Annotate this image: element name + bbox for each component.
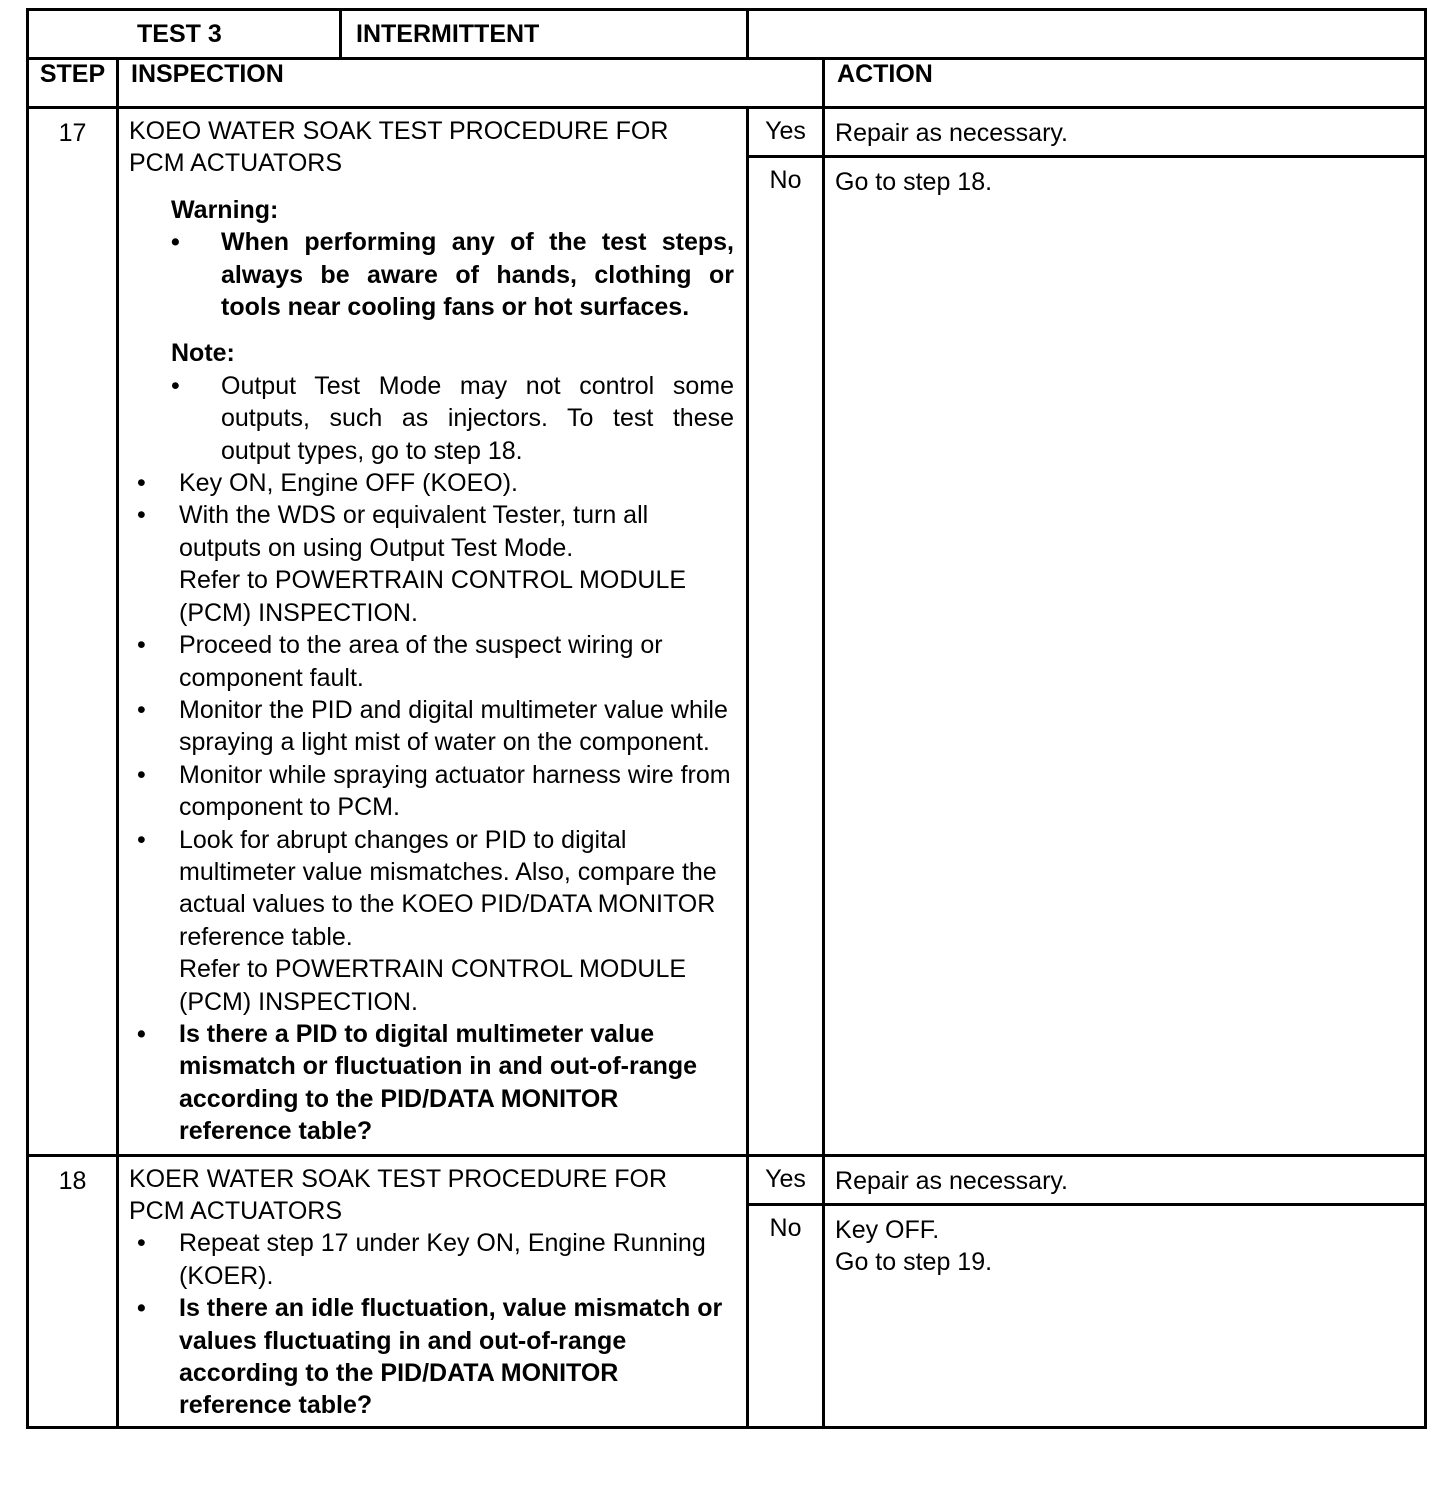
list-item: • Monitor the PID and digital multimeter value while spraying a light mist of water on the component. [129, 694, 734, 759]
refer-text: Refer to POWERTRAIN CONTROL MODULE (PCM) INSPECTION. [179, 955, 687, 1016]
note-text: • Output Test Mode may not control some outputs, such as injectors. To test these output types, go to step 18. [171, 370, 734, 467]
column-header-row [28, 59, 1426, 108]
yes-label: Yes [748, 1155, 824, 1204]
diagnostic-table [26, 8, 1427, 1429]
question-item: • Is there a PID to digital multimeter value mismatch or fluctuation in and out-of-range according to the PID/DATA MONITOR reference table? [129, 1018, 734, 1148]
question-item: • Is there an idle fluctuation, value mismatch or values fluctuating in and out-of-range according to the PID/DATA MONITOR reference table? [129, 1292, 734, 1422]
warning-text: • When performing any of the test steps, always be aware of hands, clothing or tools near cooling fans or hot surfaces. [171, 226, 734, 323]
list-item: • With the WDS or equivalent Tester, turn all outputs on using Output Test Mode. Refer to POWERTRAIN CONTROL MODULE (PCM) INSPECTION. [129, 499, 734, 629]
yes-action: Repair as necessary. [824, 108, 1426, 157]
procedure-list [129, 1227, 734, 1421]
yes-label: Yes [748, 108, 824, 157]
warning-heading: Warning: [171, 195, 279, 224]
test-name: INTERMITTENT [339, 11, 539, 57]
step-number: 18 [28, 1155, 118, 1427]
list-item: • Look for abrupt changes or PID to digital multimeter value mismatches. Also, compare the actual values to the KOEO PID/DATA MONITOR reference table. Refer to POWERTRAIN CONTROL MODULE (PCM) INSPECTION. [129, 824, 734, 1018]
note-heading: Note: [171, 339, 235, 368]
no-action: Key OFF. Go to step 19. [824, 1204, 1426, 1427]
test-title-row [28, 10, 1426, 59]
yes-action: Repair as necessary. [824, 1155, 1426, 1204]
list-item: • Repeat step 17 under Key ON, Engine Running (KOER). [129, 1227, 734, 1292]
col-step-header: STEP [28, 59, 118, 108]
step-number: 17 [28, 108, 118, 1156]
col-inspection-header: INSPECTION [118, 59, 824, 108]
list-item: • Monitor while spraying actuator harness wire from component to PCM. [129, 759, 734, 824]
no-label: No [748, 157, 824, 1156]
list-item: • Key ON, Engine OFF (KOEO). [129, 467, 734, 499]
step-18-inspection [118, 1155, 748, 1427]
step-title: KOER WATER SOAK TEST PROCEDURE FOR [129, 1164, 668, 1193]
refer-text: Refer to POWERTRAIN CONTROL MODULE (PCM) INSPECTION. [179, 566, 687, 627]
step-17-yes-row [28, 108, 1426, 157]
step-18-yes-row [28, 1155, 1426, 1204]
test-label: TEST 3 [137, 19, 222, 48]
step-title-line2: PCM ACTUATORS [129, 149, 342, 178]
step-title-line2: PCM ACTUATORS [129, 1197, 342, 1225]
step-17-inspection [118, 108, 748, 1156]
step-title: KOEO WATER SOAK TEST PROCEDURE FOR [129, 117, 669, 145]
warning-box [129, 194, 734, 324]
list-item: • Proceed to the area of the suspect wiring or component fault. [129, 629, 734, 694]
col-action-header: ACTION [824, 59, 1426, 108]
no-action: Go to step 18. [824, 157, 1426, 1156]
procedure-list [129, 467, 734, 1148]
note-box [129, 337, 734, 467]
diagnostic-table-page [26, 8, 1424, 1429]
no-label: No [748, 1204, 824, 1427]
